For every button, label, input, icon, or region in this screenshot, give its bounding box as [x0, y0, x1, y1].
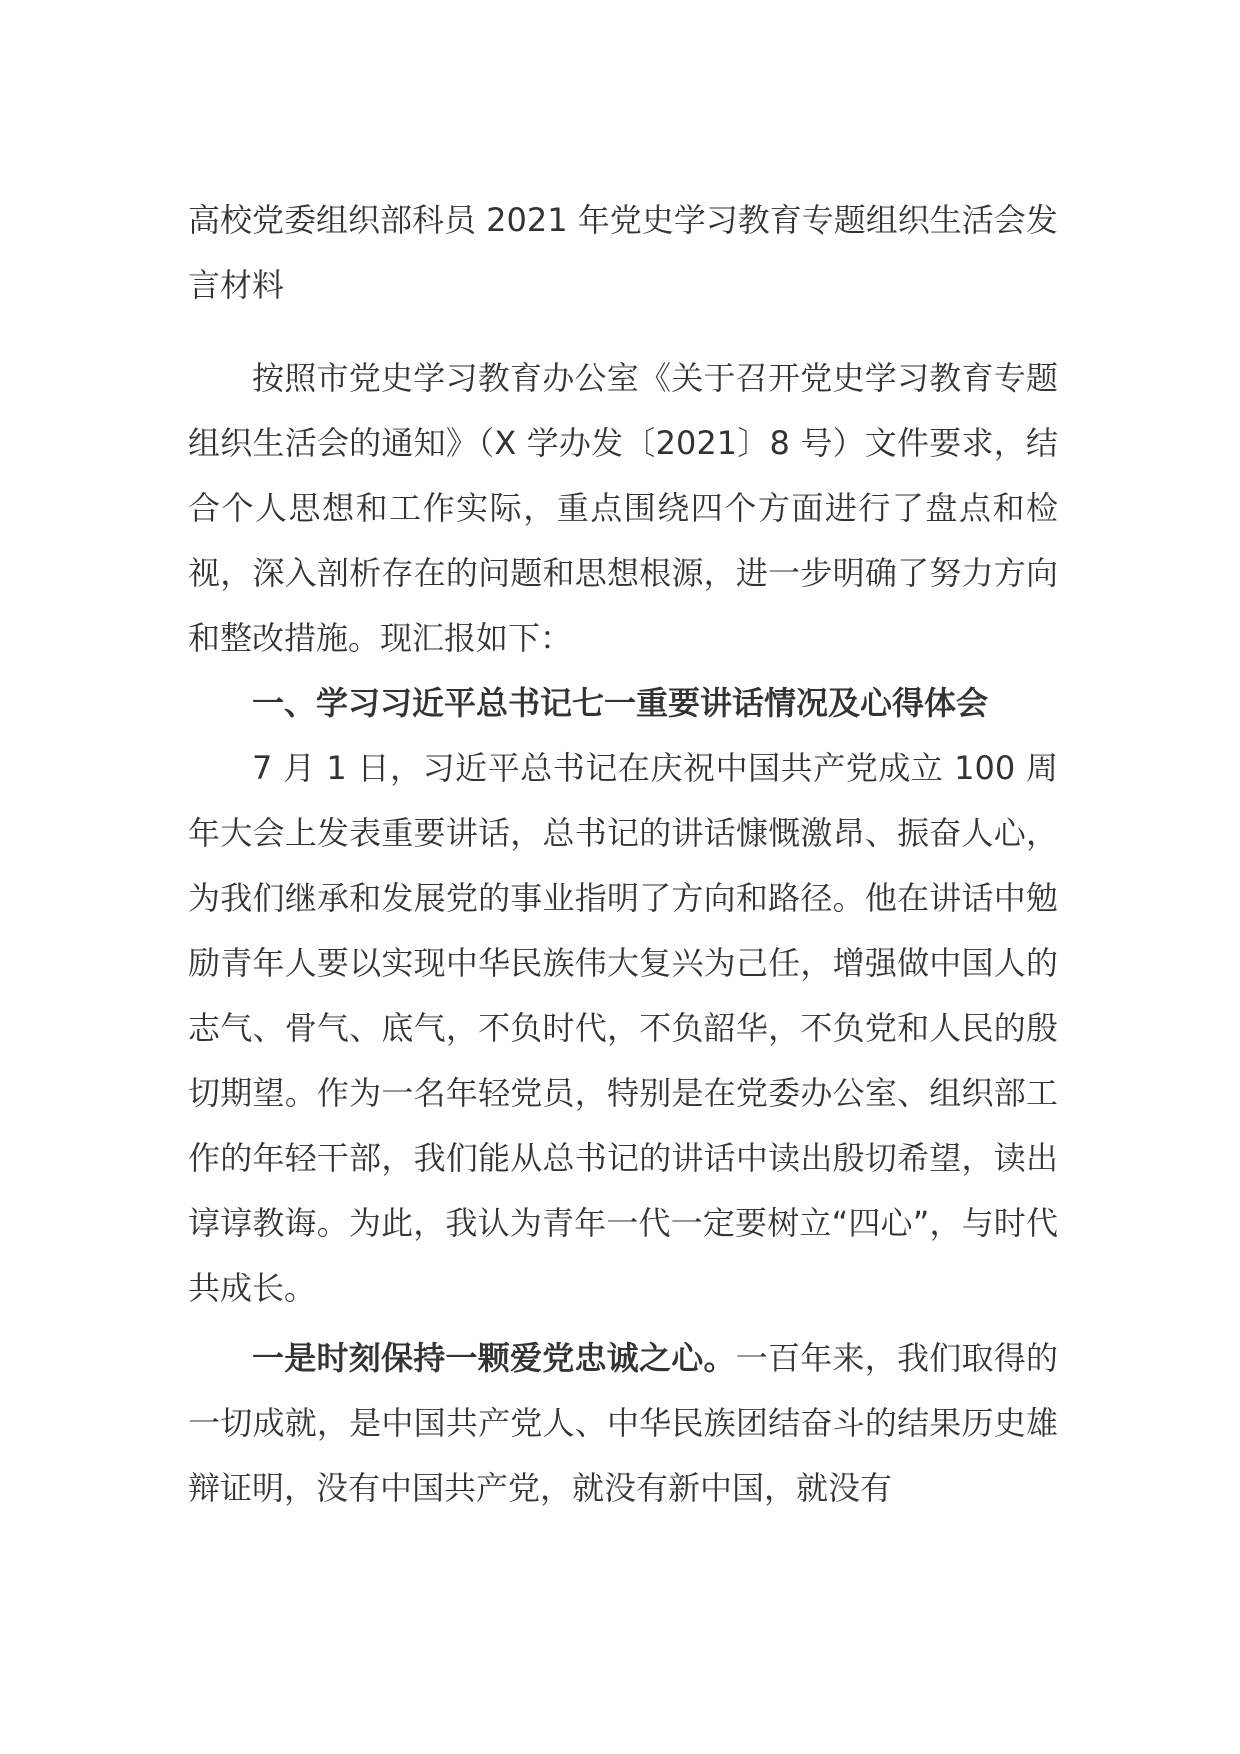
point-body-text: 一百年来，我们取得的一切成就，是中国共产党人、中华民族团结奋斗的结果历史雄辩证明，没有中国共产党，就没有新中国，就没有 — [188, 1339, 1058, 1507]
point-lead-text: 一是时刻保持一颗爱党忠诚之心。 — [252, 1339, 736, 1377]
point-paragraph — [188, 1326, 1058, 1521]
document-page — [188, 188, 1058, 1521]
section-heading: 一、学习习近平总书记七一重要讲话情况及心得体会 — [252, 684, 989, 722]
document-title: 高校党委组织部科员 2021 年党史学习教育专题组织生活会发言材料 — [188, 201, 1058, 304]
intro-paragraph: 按照市党史学习教育办公室《关于召开党史学习教育专题组织生活会的通知》（X 学办发〔2021〕8 号）文件要求，结合个人思想和工作实际，重点围绕四个方面进行了盘点和检视，深入剖析存在的问题和思想根源，进一步明确了努力方向和整改措施。现汇报如下： — [188, 359, 1058, 657]
section-body-paragraph: 7 月 1 日，习近平总书记在庆祝中国共产党成立 100 周年大会上发表重要讲话，总书记的讲话慷慨激昂、振奋人心，为我们继承和发展党的事业指明了方向和路径。他在讲话中勉励青年人要以实现中华民族伟大复兴为己任，增强做中国人的志气、骨气、底气，不负时代，不负韶华，不负党和人民的殷切期望。作为一名年轻党员，特别是在党委办公室、组织部工作的年轻干部，我们能从总书记的讲话中读出殷切希望，读出谆谆教诲。为此，我认为青年一代一定要树立“四心”，与时代共成长。 — [188, 749, 1058, 1307]
